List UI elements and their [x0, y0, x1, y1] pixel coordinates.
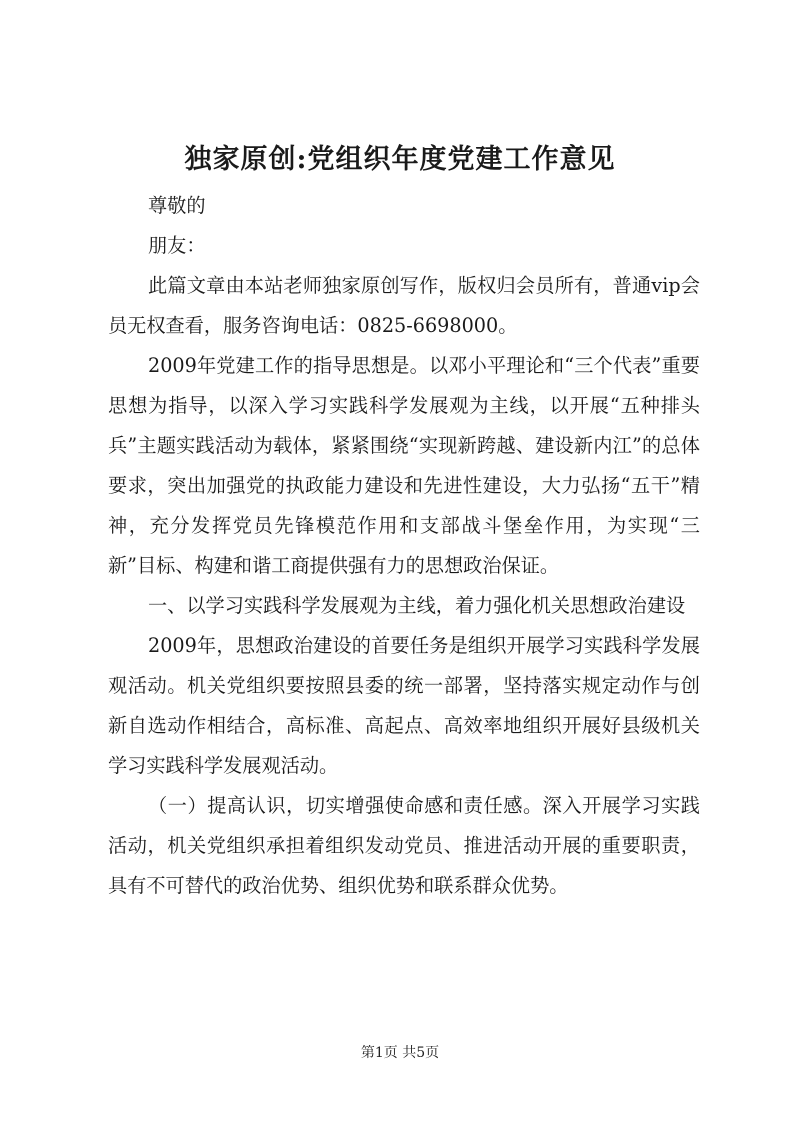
guiding-ideology-paragraph: 2009年党建工作的指导思想是。以邓小平理论和“三个代表”重要思想为指导，以深入学习实践科学发展观为主线，以开展“五种排头兵”主题实践活动为载体，紧紧围绕“实现新跨越、建设新内江”的总体要求，突出加强党的执政能力建设和先进性建设，大力弘扬“五干”精神，充分发挥党员先锋模范作用和支部战斗堡垒作用，为实现“三新”目标、构建和谐工商提供强有力的思想政治保证。 [108, 354, 700, 577]
section-heading-1: 一、以学习实践科学发展观为主线，着力强化机关思想政治建设 [148, 594, 686, 617]
subsection-1-paragraph: （一）提高认识，切实增强使命感和责任感。深入开展学习实践活动，机关党组织承担着组织发动党员、推进活动开展的重要职责，具有不可替代的政治优势、组织优势和联系群众优势。 [108, 794, 700, 897]
document-body [108, 186, 700, 906]
copyright-notice-paragraph: 此篇文章由本站老师独家原创写作，版权归会员所有，普通vip会员无权查看，服务咨询电话：0825-6698000。 [108, 274, 700, 337]
page-footer: 第1页 共5页 [360, 1045, 440, 1061]
salutation-line-2: 朋友： [148, 234, 206, 257]
salutation-line-1: 尊敬的 [148, 194, 206, 217]
section-1-paragraph: 2009年，思想政治建设的首要任务是组织开展学习实践科学发展观活动。机关党组织要按照县委的统一部署，坚持落实规定动作与创新自选动作相结合，高标准、高起点、高效率地组织开展好县级机关学习实践科学发展观活动。 [108, 634, 700, 777]
document-title: 独家原创:党组织年度党建工作意见 [184, 144, 616, 175]
